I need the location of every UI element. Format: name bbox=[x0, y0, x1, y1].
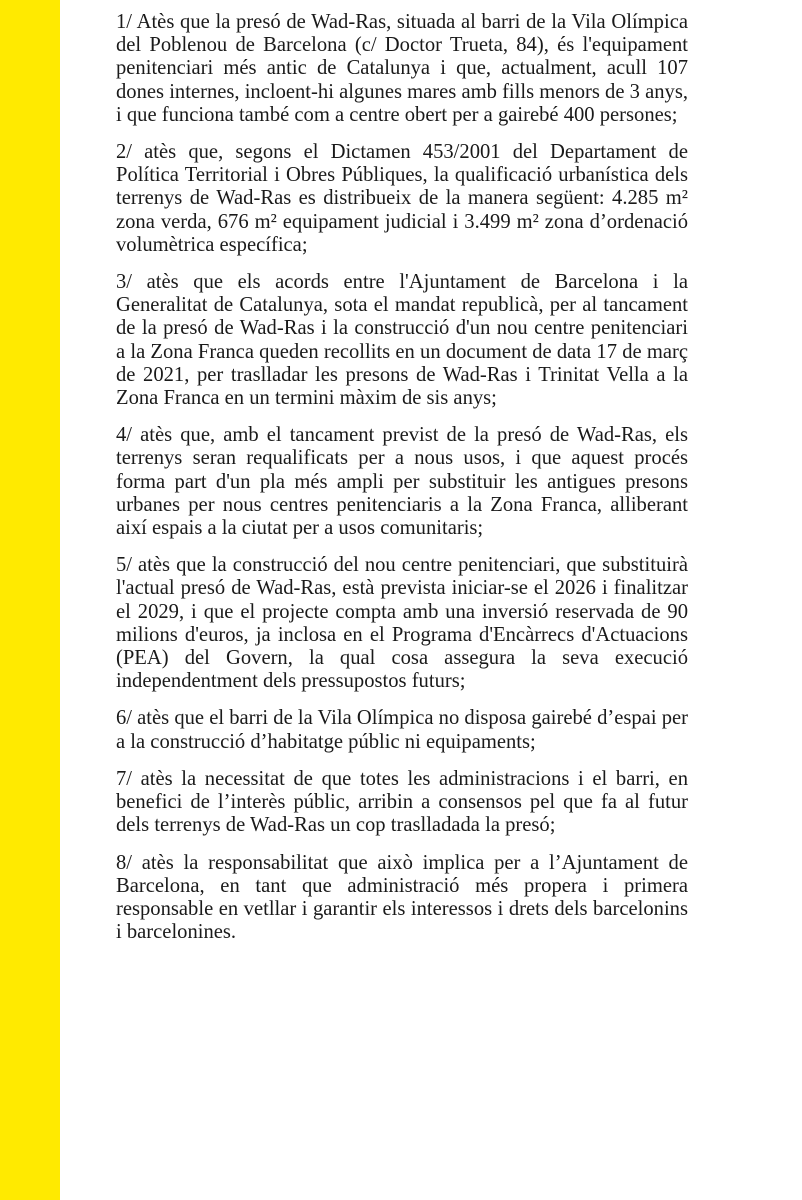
yellow-margin-bar bbox=[0, 0, 60, 1200]
paragraph-3: 3/ atès que els acords entre l'Ajuntament de Barcelona i la Generalitat de Catalunya, sota el mandat republicà, per al tancament de la presó de Wad-Ras i la construcció d'un nou centre penitenciari a la Zona Franca queden recollits en un document de data 17 de març de 2021, per traslladar les presons de Wad-Ras i Trinitat Vella a la Zona Franca en un termini màxim de sis anys; bbox=[116, 271, 688, 410]
paragraph-4: 4/ atès que, amb el tancament previst de la presó de Wad-Ras, els terrenys seran requalificats per a nous usos, i que aquest procés forma part d'un pla més ampli per substituir les antigues presons urbanes per nous centres penitenciaris a la Zona Franca, alliberant així espais a la ciutat per a usos comunitaris; bbox=[116, 424, 688, 540]
paragraph-8: 8/ atès la responsabilitat que això implica per a l’Ajuntament de Barcelona, en tant que administració més propera i primera responsable en vetllar i garantir els interessos i drets dels barcelonins i barcelonines. bbox=[116, 851, 688, 944]
document-body bbox=[116, 11, 688, 958]
paragraph-7: 7/ atès la necessitat de que totes les administracions i el barri, en benefici de l’interès públic, arribin a consensos pel que fa al futur dels terrenys de Wad-Ras un cop traslladada la presó; bbox=[116, 767, 688, 837]
paragraph-6: 6/ atès que el barri de la Vila Olímpica no disposa gairebé d’espai per a la construcció d’habitatge públic ni equipaments; bbox=[116, 707, 688, 753]
paragraph-5: 5/ atès que la construcció del nou centre penitenciari, que substituirà l'actual presó de Wad-Ras, està prevista iniciar-se el 2026 i finalitzar el 2029, i que el projecte compta amb una inversió reservada de 90 milions d'euros, ja inclosa en el Programa d'Encàrrecs d'Actuacions (PEA) del Govern, la qual cosa assegura la seva execució independentment dels pressupostos futurs; bbox=[116, 554, 688, 693]
paragraph-1: 1/ Atès que la presó de Wad-Ras, situada al barri de la Vila Olímpica del Poblenou de Barcelona (c/ Doctor Trueta, 84), és l'equipament penitenciari més antic de Catalunya i que, actualment, acull 107 dones internes, incloent-hi algunes mares amb fills menors de 3 anys, i que funciona també com a centre obert per a gairebé 400 persones; bbox=[116, 11, 688, 126]
paragraph-2: 2/ atès que, segons el Dictamen 453/2001 del Departament de Política Territorial i Obres Públiques, la qualificació urbanística dels terrenys de Wad-Ras es distribueix de la manera següent: 4.285 m² zona verda, 676 m² equipament judicial i 3.499 m² zona d’ordenació volumètrica específica; bbox=[116, 141, 688, 256]
